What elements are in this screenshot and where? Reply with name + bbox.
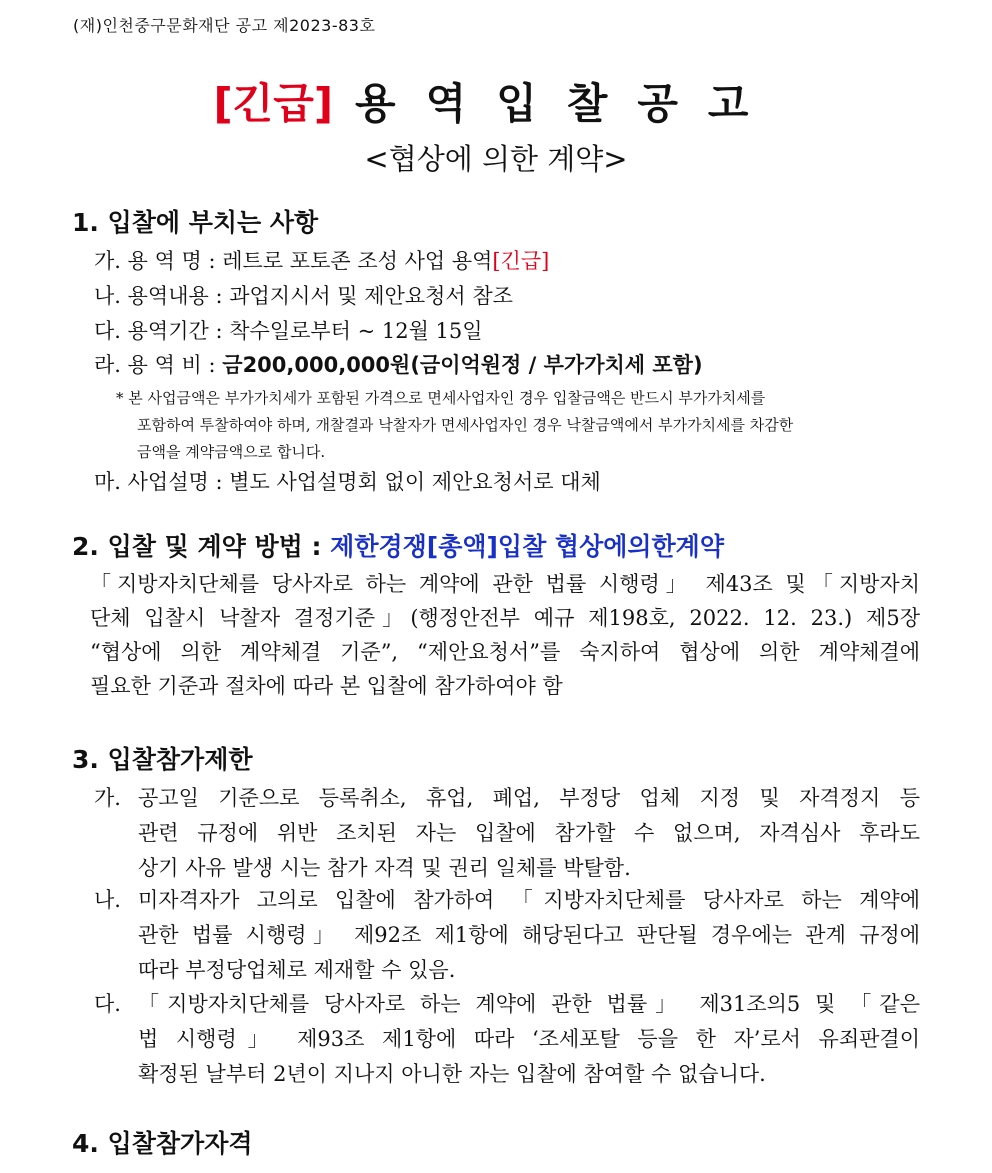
section-1-heading: 1. 입찰에 부치는 사항: [72, 208, 319, 237]
page-subtitle: <협상에 의한 계약>: [364, 142, 628, 176]
urgent-tag: [긴급]: [213, 79, 334, 128]
title-main: 용역입찰공고: [355, 79, 779, 128]
s1-note-line-1: * 본 사업금액은 부가가치세가 포함된 가격으로 면세사업자인 경우 입찰금액은 반드시 부가가치세를: [116, 389, 766, 407]
s2-line: “협상에 의한 계약체결 기준”, “제안요청서”를 숙지하여 협상에 의한 계약체결에: [90, 640, 920, 664]
page-title: [0, 78, 992, 130]
budget-amount: 금200,000,000원(금이억원정 / 부가가치세 포함): [222, 353, 703, 377]
contract-method: 제한경쟁[총액]입찰 협상에의한계약: [330, 532, 724, 561]
s1-note-line-3: 금액을 계약금액으로 합니다.: [137, 443, 326, 461]
s1-item-da: 다. 용역기간 : 착수일로부터 ~ 12월 15일: [94, 319, 483, 343]
s2-line: 단체 입찰시 낙찰자 결정기준」(행정안전부 예규 제198호, 2022. 12. 23.) 제5장: [90, 606, 920, 630]
s1-item-na: 나. 용역내용 : 과업지시서 및 제안요청서 참조: [94, 284, 513, 308]
item-label: 다.: [94, 992, 121, 1016]
section-2-heading: 2. 입찰 및 계약 방법 : 제한경쟁[총액]입찰 협상에의한계약: [72, 532, 724, 561]
section-4-heading: 4. 입찰참가자격: [72, 1129, 253, 1158]
s2-paragraph: [90, 567, 920, 703]
item-label: 나.: [94, 888, 121, 912]
urgent-tag-inline: [긴급]: [492, 249, 550, 273]
s1-item-ma: 마. 사업설명 : 별도 사업설명회 없이 제안요청서로 대체: [94, 470, 601, 494]
item-label: 가.: [94, 786, 121, 810]
s1-item-ra: 라. 용 역 비 : 금200,000,000원(금이억원정 / 부가가치세 포함): [94, 353, 703, 377]
s1-item-ga: 가. 용 역 명 : 레트로 포토존 조성 사업 용역[긴급]: [94, 249, 550, 273]
s2-line: 「지방자치단체를 당사자로 하는 계약에 관한 법률 시행령」 제43조 및「지방자치: [90, 572, 920, 596]
document-number: (재)인천중구문화재단 공고 제2023-83호: [73, 16, 376, 35]
section-3-heading: 3. 입찰참가제한: [72, 745, 253, 774]
s2-line: 필요한 기준과 절차에 따라 본 입찰에 참가하여야 함: [90, 674, 563, 698]
s1-note-line-2: 포함하여 투찰하여야 하며, 개찰결과 낙찰자가 면세사업자인 경우 낙찰금액에서 부가가치세를 차감한: [137, 416, 794, 434]
